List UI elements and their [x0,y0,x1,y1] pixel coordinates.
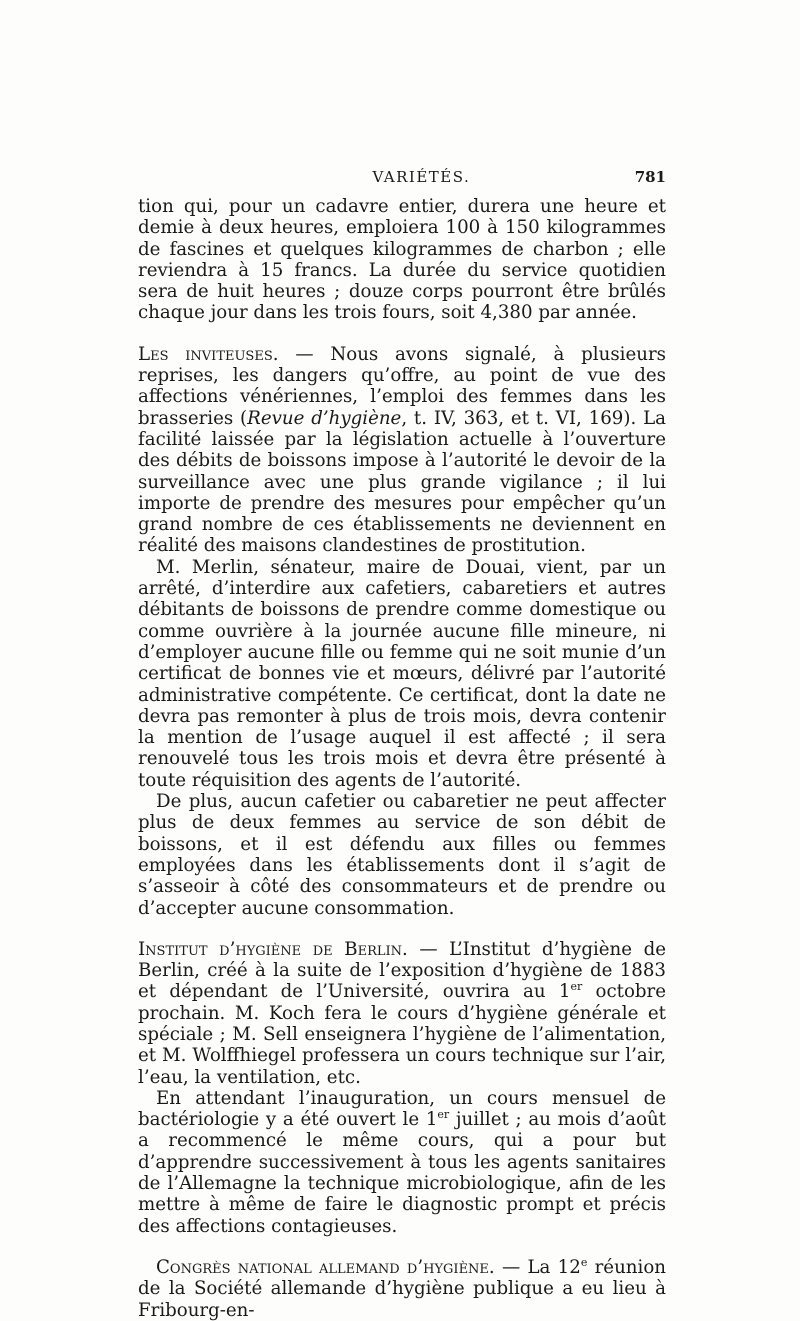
running-title: VARIÉTÉS. [372,168,471,186]
running-header [138,168,666,186]
section-heading: Les inviteuses. [138,343,279,365]
section-heading: Congrès national allemand d’hygiène. [156,1256,495,1278]
institut-paragraph-1: Institut d’hygiène de Berlin. — L’Institut d’hygiène de Berlin, créé à la suite de l’exposition d’hygiène de 1883 et dépendant de l’Université, ouvrira au 1er octobre prochain. M. Koch fera le cours d’hygiène générale et spéciale ; M. Sell enseignera l’hygiène de l’alimentation, et M. Wolffhiegel professera un cours technique sur l’air, l’eau, la ventilation, etc. [138,938,666,1088]
section-congres [138,1257,666,1321]
section-institut [138,939,666,1237]
section-inviteuses [138,344,666,919]
inviteuses-paragraph-1: Les inviteuses. — Nous avons signalé, à plusieurs reprises, les dangers qu’offre, au point de vue des affections vénériennes, l’emploi des femmes dans les brasseries (Revue d’hygiène, t. IV, 363, et t. VI, 169). La facilité laissée par la législation actuelle à l’ouverture des débits de boissons impose à l’autorité le devoir de la surveillance avec une plus grande vigilance ; il lui importe de prendre des mesures pour empêcher qu’un grand nombre de ces établissements ne deviennent en réalité des maisons clandestines de prostitution. [138,343,666,557]
inviteuses-paragraph-3: De plus, aucun cafetier ou cabaretier ne peut affecter plus de deux femmes au service de son débit de boissons, et il est défendu aux filles ou femmes employées dans les établissements dont il s’agit de s’asseoir à côté des consommateurs et de prendre ou d’accepter aucune consommation. [138,791,666,919]
inviteuses-paragraph-2: M. Merlin, sénateur, maire de Douai, vient, par un arrêté, d’interdire aux cafetiers, cabaretiers et autres débitants de boissons de prendre comme domestique ou comme ouvrière à la journée aucune fille mineure, ni d’employer aucune fille ou femme qui ne soit munie d’un certificat de bonnes vie et mœurs, délivré par l’autorité administrative compétente. Ce certificat, dont la date ne devra pas remonter à plus de trois mois, devra contenir la mention de l’usage auquel il est affecté ; il sera renouvelé tous les trois mois et devra être présenté à toute réquisition des agents de l’autorité. [138,556,666,791]
page-number: 781 [634,168,666,186]
congres-paragraph-1: Congrès national allemand d’hygiène. — La 12e réunion de la Société allemande d’hygiène publique a eu lieu à Fribourg-en- [138,1255,666,1321]
section-heading: Institut d’hygiène de Berlin. [138,938,408,960]
cremation-paragraph: tion qui, pour un cadavre entier, durera une heure et demie à deux heures, emploiera 100 à 150 kilogrammes de fascines et quelques kilogrammes de charbon ; elle reviendra à 15 francs. La durée du service quotidien sera de huit heures ; douze corps pourront être brûlés chaque jour dans les trois fours, soit 4,380 par année. [138,196,666,324]
institut-paragraph-2: En attendant l’inauguration, un cours mensuel de bactériologie y a été ouvert le 1er juillet ; au mois d’août a recommencé le même cours, qui a pour but d’apprendre successivement à tous les agents sanitaires de l’Allemagne la technique microbiologique, afin de les mettre à même de faire le diagnostic prompt et précis des affections contagieuses. [138,1087,666,1237]
journal-title: Revue d’hygiène [247,407,402,429]
page [138,168,666,1321]
